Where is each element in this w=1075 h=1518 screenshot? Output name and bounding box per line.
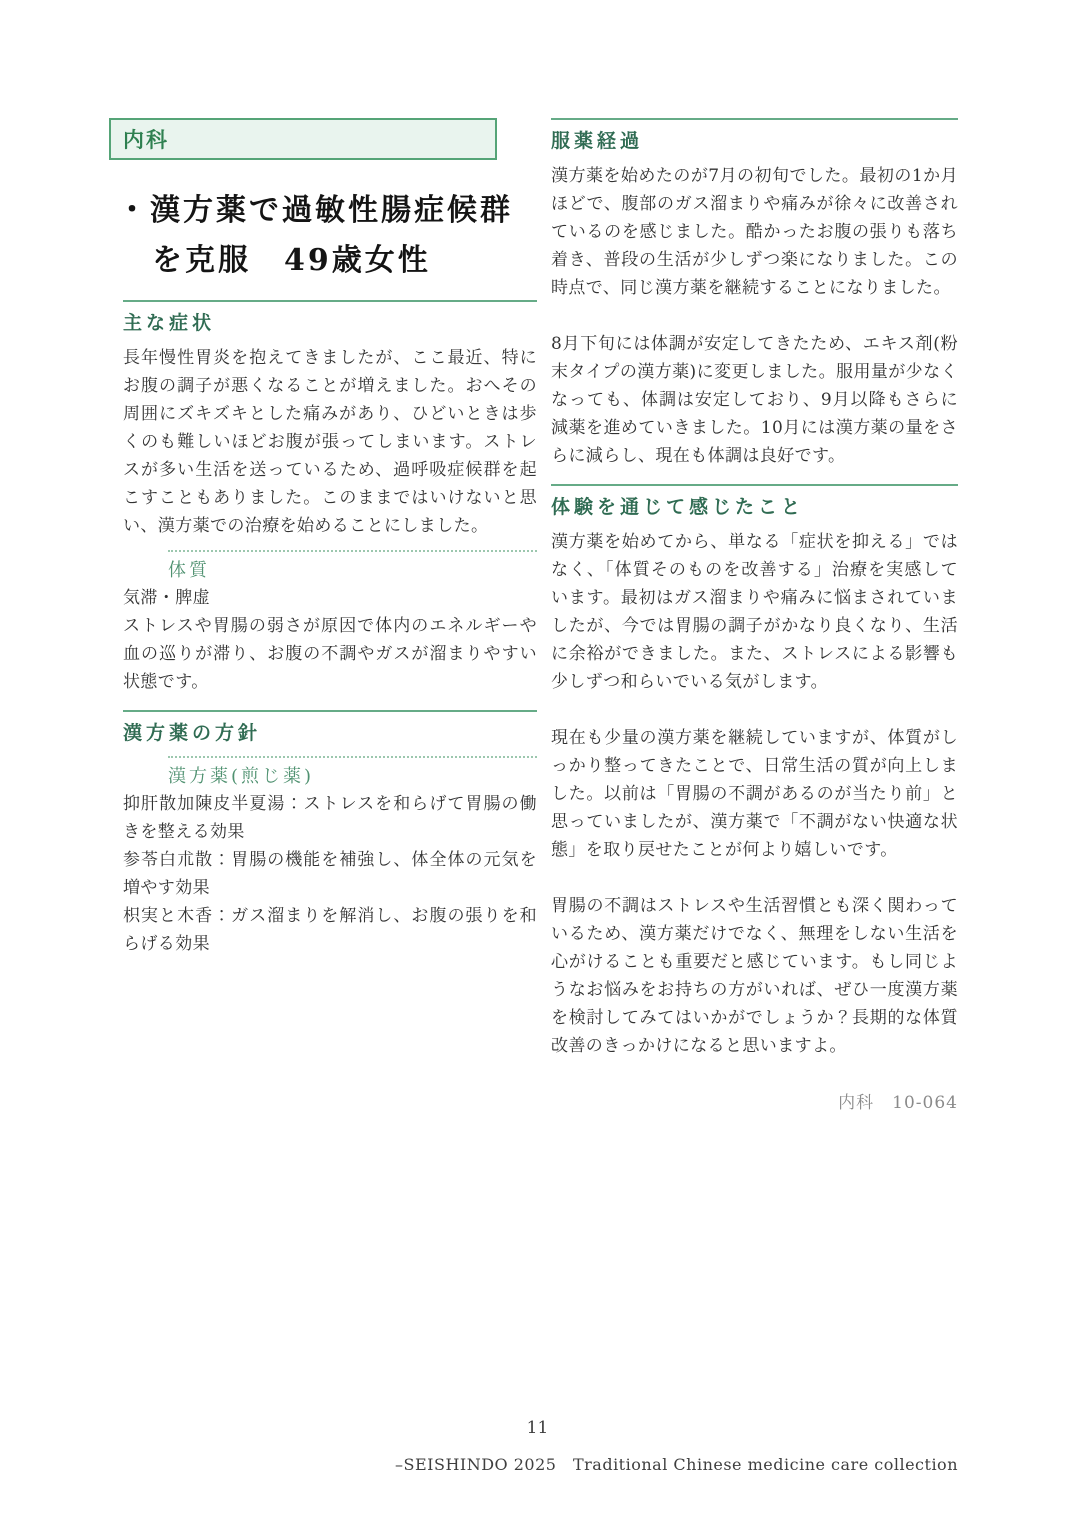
case-title-line1: ・漢方薬で過敏性腸症候群 xyxy=(117,193,513,228)
constitution-body: ストレスや胃腸の弱さが原因で体内のエネルギーや血の巡りが滞り、お腹の不調やガスが溜まりやすい状態です。 xyxy=(123,616,537,692)
symptoms-heading: 主な症状 xyxy=(123,312,216,334)
policy-heading: 漢方薬の方針 xyxy=(123,722,262,744)
dotted-divider xyxy=(168,550,537,552)
page-number: 11 xyxy=(526,1418,549,1438)
dotted-divider xyxy=(168,756,537,758)
policy-item: 参苓白朮散：胃腸の機能を補強し、体全体の元気を増やす効果 xyxy=(123,850,537,898)
symptoms-body: 長年慢性胃炎を抱えてきましたが、ここ最近、特にお腹の調子が悪くなることが増えました。おへその周囲にズキズキとした痛みがあり、ひどいときは歩くのも難しいほどお腹が張ってしまいます。ストレスが多い生活を送っているため、過呼吸症候群を起こすこともありました。このままではいけないと思い、漢方薬での治療を始めることにしました。 xyxy=(123,348,537,536)
case-number-label: 内科 10-064 xyxy=(838,1093,958,1113)
constitution-subheading: 体質 xyxy=(168,560,210,581)
policy-item: 枳実と木香：ガス溜まりを解消し、お腹の張りを和らげる効果 xyxy=(123,906,537,954)
progress-heading: 服薬経過 xyxy=(551,130,644,152)
department-tag-label: 内科 xyxy=(123,128,169,152)
reflection-heading: 体験を通じて感じたこと xyxy=(551,496,805,518)
section-divider xyxy=(551,118,958,120)
reflection-paragraph: 現在も少量の漢方薬を継続していますが、体質がしっかり整ってきたことで、日常生活の質が向上しました。以前は「胃腸の不調があるのが当たり前」と思っていましたが、漢方薬で「不調がない快適な状態」を取り戻せたことが何より嬉しいです。 xyxy=(551,728,958,860)
reflection-paragraph: 漢方薬を始めてから、単なる「症状を抑える」ではなく、「体質そのものを改善する」治療を実感しています。最初はガス溜まりや痛みに悩まされていましたが、今では胃腸の調子がかなり良くなり、生活に余裕ができました。また、ストレスによる影響も少しずつ和らいでいる気がします。 xyxy=(551,532,958,692)
publisher-line: –SEISHINDO 2025 Traditional Chinese medicine care collection xyxy=(395,1455,958,1474)
policy-subheading: 漢方薬(煎じ薬) xyxy=(168,766,315,787)
constitution-type: 気滞・脾虚 xyxy=(123,588,210,608)
policy-item: 抑肝散加陳皮半夏湯：ストレスを和らげて胃腸の働きを整える効果 xyxy=(123,794,537,842)
section-divider xyxy=(551,484,958,486)
reflection-paragraph: 胃腸の不調はストレスや生活習慣とも深く関わっているため、漢方薬だけでなく、無理をしない生活を心がけることも重要だと感じています。もし同じようなお悩みをお持ちの方がいれば、ぜひ一度漢方薬を検討してみてはいかがでしょうか？長期的な体質改善のきっかけになると思いますよ。 xyxy=(551,896,958,1056)
progress-paragraph: 漢方薬を始めたのが7月の初旬でした。最初の1か月ほどで、腹部のガス溜まりや痛みが徐々に改善されているのを感じました。酷かったお腹の張りも落ち着き、普段の生活が少しずつ楽になりました。この時点で、同じ漢方薬を継続することになりました。 xyxy=(551,166,958,298)
right-column xyxy=(551,118,958,1113)
case-title-line2: を克服 49歳女性 xyxy=(152,243,431,278)
department-tag-box xyxy=(109,118,497,160)
section-divider xyxy=(123,300,537,302)
case-title xyxy=(117,186,537,286)
section-divider xyxy=(123,710,537,712)
left-column xyxy=(109,118,537,958)
progress-paragraph: 8月下旬には体調が安定してきたため、エキス剤(粉末タイプの漢方薬)に変更しました。服用量が少なくなっても、体調は安定しており、9月以降もさらに減薬を進めていきました。10月には漢方薬の量をさらに減らし、現在も体調は良好です。 xyxy=(551,334,958,466)
